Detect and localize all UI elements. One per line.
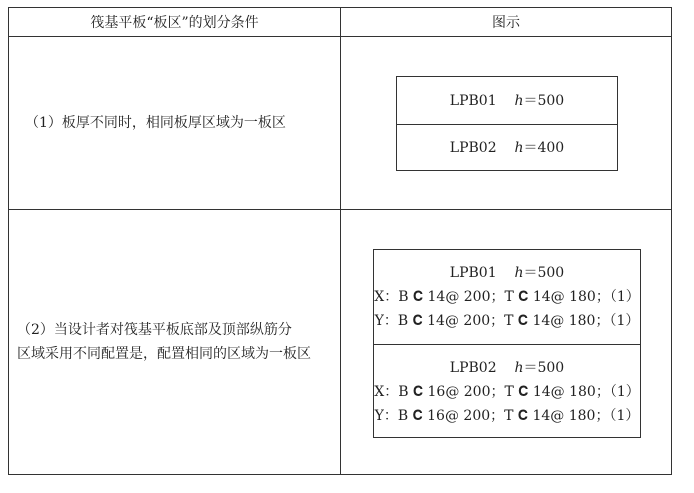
row2-condition [13, 210, 340, 474]
conditions-table [8, 7, 672, 475]
row2-condition-line1: （2）当设计者对筏基平板底部及顶部纵筋分 [17, 322, 292, 338]
equals-sign: ＝ [523, 265, 538, 281]
h-label: h [514, 140, 524, 156]
equals-sign: ＝ [523, 359, 538, 376]
panel-id: LPB02 [449, 140, 497, 156]
row1-panel-1 [397, 77, 617, 124]
panel-id: LPB01 [449, 92, 497, 109]
equals-sign: ＝ [523, 140, 538, 156]
h-label: h [514, 92, 524, 109]
thickness-value: 500 [537, 265, 565, 281]
panel-id: LPB01 [449, 265, 497, 281]
row1-condition: （1）板厚不同时，相同板厚区域为一板区 [25, 115, 286, 131]
panel-title [450, 89, 564, 113]
row2-condition-line2: 区域采用不同配置是，配置相同的区域为一板区 [17, 346, 311, 362]
thickness-value: 400 [537, 140, 565, 156]
row1-panel-2 [397, 124, 617, 171]
h-label: h [514, 265, 524, 281]
row2-diagram [373, 249, 641, 438]
header-condition: 筏基平板“板区”的划分条件 [90, 15, 259, 31]
header-diagram: 图示 [492, 15, 520, 31]
x-reinforcement: X：B 𝐂 14@ 200；T 𝐂 14@ 180；（1） [374, 289, 640, 305]
panel-title [450, 136, 564, 160]
panel-id: LPB02 [449, 359, 497, 376]
panel-title [450, 356, 564, 380]
thickness-value: 500 [537, 92, 565, 109]
row2-panel-2 [374, 344, 640, 438]
h-label: h [514, 359, 524, 376]
column-divider [340, 8, 341, 474]
y-reinforcement: Y：B 𝐂 14@ 200；T 𝐂 14@ 180；（1） [374, 313, 640, 329]
panel-title [450, 261, 564, 285]
thickness-value: 500 [537, 359, 565, 376]
y-reinforcement: Y：B 𝐂 16@ 200；T 𝐂 14@ 180；（1） [374, 407, 640, 424]
equals-sign: ＝ [523, 92, 538, 109]
row1-diagram [396, 76, 618, 171]
row2-panel-1 [374, 250, 640, 344]
x-reinforcement: X：B 𝐂 16@ 200；T 𝐂 14@ 180；（1） [374, 383, 640, 400]
